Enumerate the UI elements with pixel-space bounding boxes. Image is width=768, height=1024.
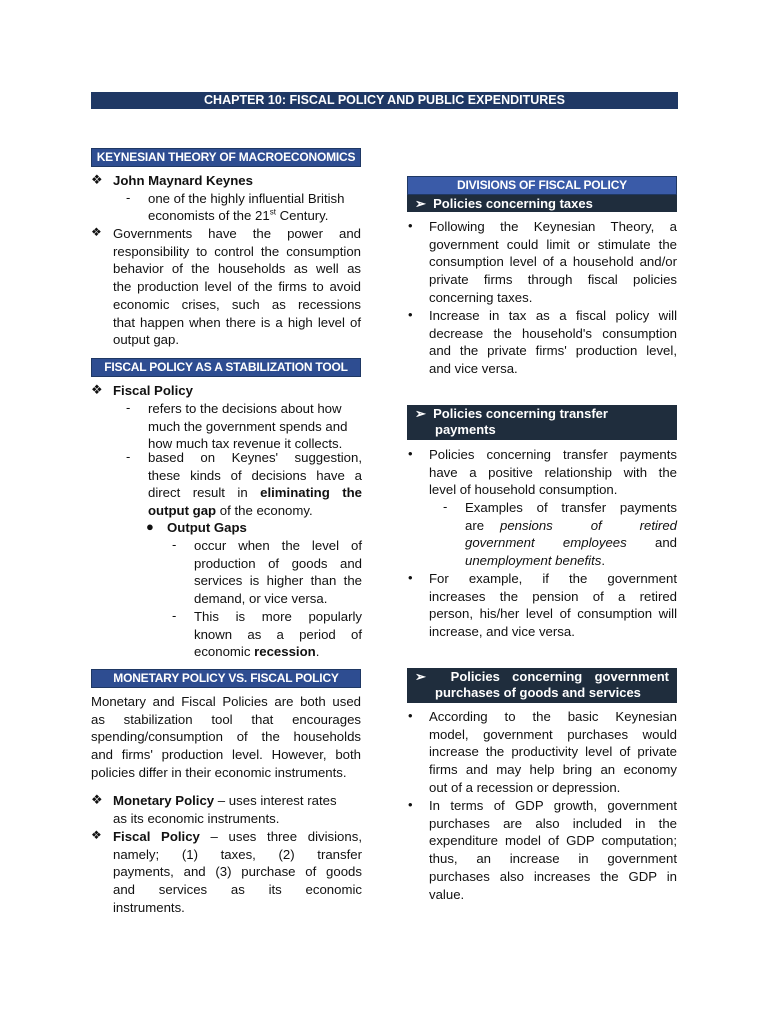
round-bullet-icon: • xyxy=(408,708,413,723)
arrow-bullet-icon: ➢ xyxy=(415,669,426,684)
dash-bullet-icon: - xyxy=(126,400,131,415)
dash-bullet-icon: - xyxy=(126,190,131,205)
round-bullet-icon: • xyxy=(408,797,413,812)
chapter-title: CHAPTER 10: FISCAL POLICY AND PUBLIC EXPENDITURES xyxy=(91,92,678,109)
diamond-bullet-icon: ❖ xyxy=(91,172,103,187)
dash-bullet-icon: - xyxy=(172,537,177,552)
transfer-bullet-1: Policies concerning transfer payments have a positive relationship with the level of household consumption. xyxy=(429,447,677,498)
outline-diamond-bullet-icon: ❖ xyxy=(91,828,102,842)
monetary-policy-item: Monetary Policy – uses interest rates as its economic instruments. xyxy=(113,793,337,826)
outline-diamond-bullet-icon: ❖ xyxy=(91,225,102,239)
purchases-bullet-2: In terms of GDP growth, government purchases are also included in the expenditure model of GDP computation; thus, an increase in government purchases also increases the GDP in value. xyxy=(429,798,677,902)
taxes-heading: ➢ Policies concerning taxes xyxy=(407,195,677,212)
keynes-desc-line-1: one of the highly influential British xyxy=(148,191,345,206)
purchases-bullet-1: According to the basic Keynesian model, government purchases would increase the productivity level of private firms and may help bring an economy out of a recession or depression. xyxy=(429,709,677,795)
round-bullet-icon: • xyxy=(408,307,413,322)
round-bullet-icon: ● xyxy=(146,519,154,534)
round-bullet-icon: • xyxy=(408,446,413,461)
output-gap-def-1: occur when the level of production of goods and services is higher than the demand, or vice versa. xyxy=(194,538,362,607)
dash-bullet-icon: - xyxy=(443,499,448,514)
transfer-examples: Examples of transfer payments are pensions of retired government employees and unemployment benefits. xyxy=(465,500,677,569)
round-bullet-icon: • xyxy=(408,218,413,233)
fiscal-def-2: based on Keynes' suggestion, these kinds of decisions have a direct result in eliminating the output gap of the economy. xyxy=(148,450,362,519)
arrow-bullet-icon: ➢ xyxy=(415,196,426,211)
transfer-bullet-2: For example, if the government increases the pension of a retired person, his/her level of consumption will increase, and vice versa. xyxy=(429,571,677,640)
dash-bullet-icon: - xyxy=(126,449,131,464)
fiscal-def-1: refers to the decisions about how much the government spends and how much tax revenue it collects. xyxy=(148,401,348,452)
keynesian-heading: KEYNESIAN THEORY OF MACROECONOMICS xyxy=(91,148,361,167)
monetary-intro-paragraph: Monetary and Fiscal Policies are both used as stabilization tool that encourages spending/consumption of the households and firms' production level. However, both policies differ in their economic instruments. xyxy=(91,694,361,780)
diamond-bullet-icon: ❖ xyxy=(91,382,103,397)
output-gap-def-2: This is more popularly known as a period of economic recession. xyxy=(194,609,362,660)
keynes-desc-line-2: economists of the 21st Century. xyxy=(148,207,329,223)
arrow-bullet-icon: ➢ xyxy=(415,406,426,421)
diamond-bullet-icon: ❖ xyxy=(91,792,103,807)
taxes-bullet-2: Increase in tax as a fiscal policy will decrease the household's consumption and the private firms' production level, and vice versa. xyxy=(429,308,677,377)
purchases-heading: ➢ Policies concerning government purchases of goods and services xyxy=(407,668,677,703)
round-bullet-icon: • xyxy=(408,570,413,585)
governments-paragraph: Governments have the power and responsibility to control the consumption behavior of the households as well as the production level of the firms to avoid economic crises, such as recessions that happen when there is a high level of output gap. xyxy=(113,226,361,348)
stabilization-heading: FISCAL POLICY AS A STABILIZATION TOOL xyxy=(91,358,361,377)
divisions-heading: DIVISIONS OF FISCAL POLICY xyxy=(407,176,677,195)
keynes-name: John Maynard Keynes xyxy=(113,173,253,188)
fiscal-policy-item: Fiscal Policy – uses three divisions, namely; (1) taxes, (2) transfer payments, and (3) purchase of goods and services as its economic instruments. xyxy=(113,829,362,915)
dash-bullet-icon: - xyxy=(172,608,177,623)
fiscal-policy-term: Fiscal Policy xyxy=(113,383,193,398)
taxes-bullet-1: Following the Keynesian Theory, a government could limit or stimulate the consumption level of a household and/or private firms through fiscal policies concerning taxes. xyxy=(429,219,677,305)
transfer-heading: ➢ Policies concerning transfer payments xyxy=(407,405,677,440)
output-gaps-term: Output Gaps xyxy=(167,520,247,535)
monetary-vs-fiscal-heading: MONETARY POLICY VS. FISCAL POLICY xyxy=(91,669,361,688)
